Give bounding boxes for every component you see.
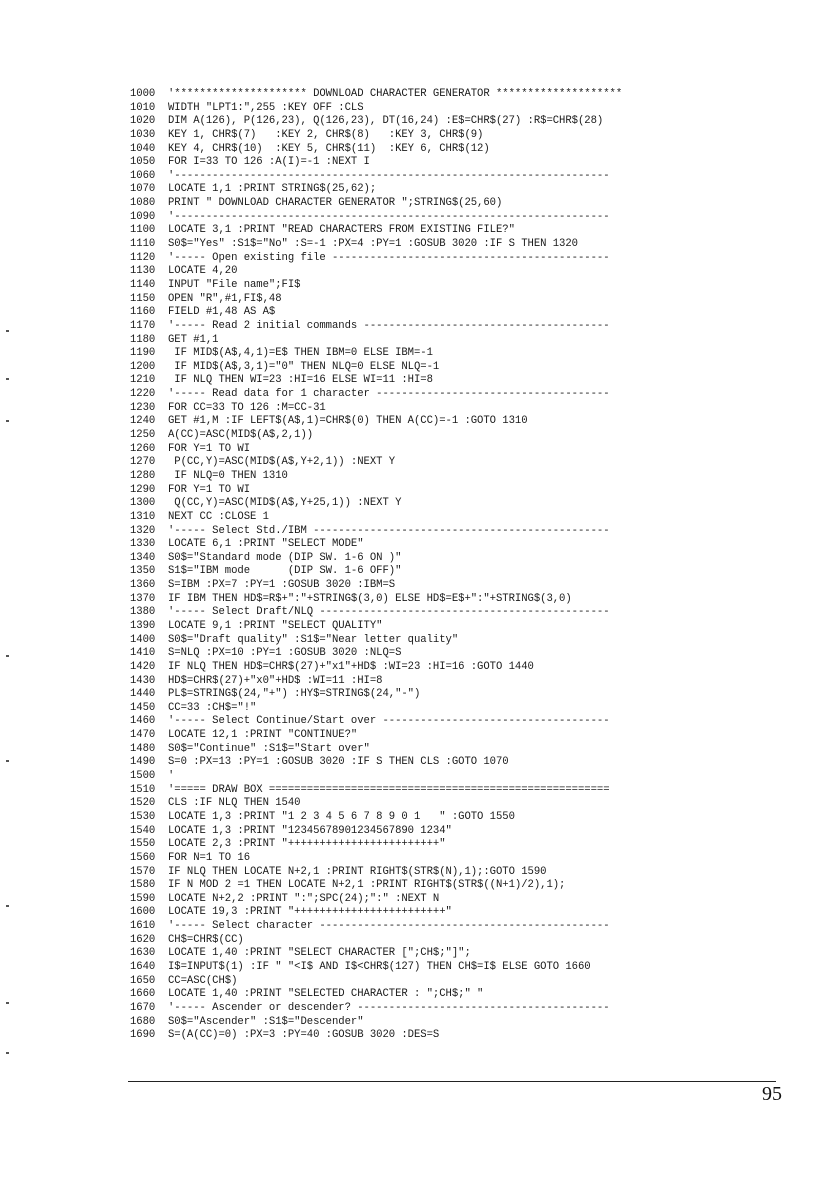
scan-edge-mark — [6, 1002, 9, 1004]
line-number: 1420 — [130, 660, 156, 673]
code-text: LOCATE 19,3 :PRINT "++++++++++++++++++++++++" — [168, 906, 452, 919]
code-line — [130, 975, 780, 989]
code-line — [130, 252, 780, 266]
code-line — [130, 306, 780, 320]
line-number: 1660 — [130, 988, 156, 1001]
code-line — [130, 770, 780, 784]
code-line — [130, 961, 780, 975]
line-number: 1280 — [130, 469, 156, 482]
code-text: WIDTH "LPT1:",255 :KEY OFF :CLS — [168, 101, 364, 114]
code-text: '----- Select character ---------------------------------------------- — [168, 920, 610, 933]
line-number: 1410 — [130, 647, 156, 660]
code-line — [130, 552, 780, 566]
code-text: S0$="Yes" :S1$="No" :S=-1 :PX=4 :PY=1 :GOSUB 3020 :IF S THEN 1320 — [168, 238, 578, 251]
code-text: S=IBM :PX=7 :PY=1 :GOSUB 3020 :IBM=S — [168, 579, 396, 592]
code-text: '===== DRAW BOX ====================================================== — [168, 783, 610, 796]
line-number: 1270 — [130, 456, 156, 469]
code-line — [130, 361, 780, 375]
code-line — [130, 729, 780, 743]
code-line — [130, 183, 780, 197]
line-number: 1160 — [130, 306, 156, 319]
line-number: 1550 — [130, 838, 156, 851]
code-line — [130, 579, 780, 593]
code-line — [130, 838, 780, 852]
scan-edge-mark — [6, 760, 9, 762]
code-line — [130, 866, 780, 880]
code-line — [130, 947, 780, 961]
code-line — [130, 88, 780, 102]
line-number: 1290 — [130, 483, 156, 496]
code-line — [130, 170, 780, 184]
code-text: KEY 4, CHR$(10) :KEY 5, CHR$(11) :KEY 6, CHR$(12) — [168, 142, 490, 155]
code-line — [130, 115, 780, 129]
code-text: S=(A(CC)=0) :PX=3 :PY=40 :GOSUB 3020 :DES=S — [168, 1029, 440, 1042]
line-number: 1260 — [130, 442, 156, 455]
code-line — [130, 620, 780, 634]
line-number: 1520 — [130, 797, 156, 810]
code-line — [130, 1016, 780, 1030]
line-number: 1560 — [130, 851, 156, 864]
code-text: '----- Read data for 1 character ------------------------------------- — [168, 388, 610, 401]
code-line — [130, 702, 780, 716]
code-text: '********************* DOWNLOAD CHARACTER GENERATOR ******************** — [168, 88, 623, 100]
line-number: 1380 — [130, 606, 156, 619]
code-text: ' — [168, 770, 175, 783]
line-number: 1000 — [130, 88, 156, 100]
code-line — [130, 797, 780, 811]
code-line — [130, 456, 780, 470]
line-number: 1400 — [130, 633, 156, 646]
code-text: S0$="Draft quality" :S1$="Near letter quality" — [168, 633, 459, 646]
code-line — [130, 374, 780, 388]
code-text: S=0 :PX=13 :PY=1 :GOSUB 3020 :IF S THEN CLS :GOTO 1070 — [168, 756, 509, 769]
line-number: 1010 — [130, 101, 156, 114]
code-text: FOR CC=33 TO 126 :M=CC-31 — [168, 401, 326, 414]
code-line — [130, 893, 780, 907]
code-line — [130, 879, 780, 893]
line-number: 1240 — [130, 415, 156, 428]
line-number: 1510 — [130, 783, 156, 796]
code-line — [130, 688, 780, 702]
code-line — [130, 334, 780, 348]
line-number: 1500 — [130, 770, 156, 783]
code-line — [130, 484, 780, 498]
code-line — [130, 593, 780, 607]
code-text: LOCATE 2,3 :PRINT "++++++++++++++++++++++++" — [168, 838, 446, 851]
code-text: PL$=STRING$(24,"+") :HY$=STRING$(24,"-") — [168, 688, 421, 701]
code-text: LOCATE 1,1 :PRINT STRING$(25,62); — [168, 183, 377, 196]
code-text: LOCATE 1,40 :PRINT "SELECTED CHARACTER : ";CH$;" " — [168, 988, 484, 1001]
code-line — [130, 606, 780, 620]
code-text: A(CC)=ASC(MID$(A$,2,1)) — [168, 429, 314, 442]
code-line — [130, 538, 780, 552]
line-number: 1430 — [130, 674, 156, 687]
code-text: IF N MOD 2 =1 THEN LOCATE N+2,1 :PRINT RIGHT$(STR$((N+1)/2),1); — [168, 879, 566, 892]
line-number: 1150 — [130, 292, 156, 305]
code-text: LOCATE 1,3 :PRINT "12345678901234567890 1234" — [168, 824, 452, 837]
code-text: I$=INPUT$(1) :IF " "<I$ AND I$<CHR$(127) THEN CH$=I$ ELSE GOTO 1660 — [168, 961, 591, 973]
line-number: 1190 — [130, 347, 156, 360]
code-line — [130, 156, 780, 170]
code-text: IF NLQ THEN WI=23 :HI=16 ELSE WI=11 :HI=8 — [168, 374, 433, 387]
line-number: 1230 — [130, 401, 156, 414]
code-text: IF NLQ THEN LOCATE N+2,1 :PRINT RIGHT$(STR$(N),1);:GOTO 1590 — [168, 865, 547, 878]
line-number: 1680 — [130, 1015, 156, 1028]
code-line — [130, 279, 780, 293]
code-text: FOR N=1 TO 16 — [168, 851, 250, 864]
code-text: '----- Read 2 initial commands --------------------------------------- — [168, 319, 610, 332]
code-line — [130, 811, 780, 825]
scan-edge-mark — [6, 378, 9, 380]
code-text: S1$="IBM mode (DIP SW. 1-6 OFF)" — [168, 565, 402, 578]
code-text: '--------------------------------------------------------------------- — [168, 169, 610, 182]
scan-edge-mark — [6, 905, 9, 907]
line-number: 1590 — [130, 892, 156, 905]
code-line — [130, 470, 780, 484]
code-text: LOCATE 12,1 :PRINT "CONTINUE?" — [168, 729, 358, 742]
code-text: LOCATE 1,3 :PRINT "1 2 3 4 5 6 7 8 9 0 1 " :GOTO 1550 — [168, 810, 515, 823]
line-number: 1300 — [130, 497, 156, 510]
code-text: CC=ASC(CH$) — [168, 974, 238, 987]
line-number: 1620 — [130, 933, 156, 946]
code-line — [130, 347, 780, 361]
code-text: Q(CC,Y)=ASC(MID$(A$,Y+25,1)) :NEXT Y — [168, 497, 402, 510]
code-line — [130, 756, 780, 770]
line-number: 1370 — [130, 592, 156, 605]
code-line — [130, 402, 780, 416]
line-number: 1670 — [130, 1001, 156, 1014]
code-line — [130, 675, 780, 689]
code-line — [130, 238, 780, 252]
line-number: 1020 — [130, 115, 156, 128]
code-line — [130, 1029, 780, 1043]
code-text: '----- Ascender or descender? ---------------------------------------- — [168, 1001, 610, 1014]
code-text: LOCATE 6,1 :PRINT "SELECT MODE" — [168, 538, 364, 551]
code-line — [130, 211, 780, 225]
line-number: 1250 — [130, 429, 156, 442]
scan-edge-mark — [6, 655, 9, 657]
line-number: 1210 — [130, 374, 156, 387]
line-number: 1650 — [130, 974, 156, 987]
line-number: 1220 — [130, 388, 156, 401]
line-number: 1450 — [130, 701, 156, 714]
code-text: CC=33 :CH$="!" — [168, 701, 257, 714]
code-text: IF MID$(A$,3,1)="0" THEN NLQ=0 ELSE NLQ=-1 — [168, 360, 440, 373]
line-number: 1110 — [130, 238, 156, 251]
line-number: 1480 — [130, 742, 156, 755]
code-text: FIELD #1,48 AS A$ — [168, 306, 276, 319]
code-text: IF NLQ THEN HD$=CHR$(27)+"x1"+HD$ :WI=23 :HI=16 :GOTO 1440 — [168, 660, 534, 673]
code-line — [130, 320, 780, 334]
code-line — [130, 525, 780, 539]
code-line — [130, 102, 780, 116]
scan-edge-mark — [6, 330, 9, 332]
code-line — [130, 825, 780, 839]
line-number: 1490 — [130, 756, 156, 769]
code-line — [130, 988, 780, 1002]
line-number: 1310 — [130, 510, 156, 523]
line-number: 1640 — [130, 961, 156, 973]
line-number: 1120 — [130, 251, 156, 264]
code-line — [130, 906, 780, 920]
code-line — [130, 661, 780, 675]
line-number: 1030 — [130, 128, 156, 141]
code-text: GET #1,1 — [168, 333, 219, 346]
line-number: 1570 — [130, 865, 156, 878]
code-line — [130, 920, 780, 934]
line-number: 1200 — [130, 360, 156, 373]
code-text: HD$=CHR$(27)+"x0"+HD$ :WI=11 :HI=8 — [168, 674, 383, 687]
code-text: CH$=CHR$(CC) — [168, 933, 244, 946]
scan-edge-mark — [6, 1052, 9, 1054]
code-text: LOCATE 4,20 — [168, 265, 238, 278]
code-text: S0$="Continue" :S1$="Start over" — [168, 742, 370, 755]
line-number: 1040 — [130, 142, 156, 155]
code-line — [130, 197, 780, 211]
page-number: 95 — [762, 1083, 782, 1105]
code-text: IF NLQ=0 THEN 1310 — [168, 469, 288, 482]
code-line — [130, 388, 780, 402]
code-text: FOR Y=1 TO WI — [168, 442, 250, 455]
code-text: '----- Select Draft/NLQ ---------------------------------------------- — [168, 606, 610, 619]
code-text: IF MID$(A$,4,1)=E$ THEN IBM=0 ELSE IBM=-1 — [168, 347, 433, 360]
code-line — [130, 634, 780, 648]
code-line — [130, 143, 780, 157]
code-text: KEY 1, CHR$(7) :KEY 2, CHR$(8) :KEY 3, CHR$(9) — [168, 128, 484, 141]
line-number: 1390 — [130, 619, 156, 632]
line-number: 1050 — [130, 156, 156, 169]
code-line — [130, 224, 780, 238]
line-number: 1070 — [130, 183, 156, 196]
line-number: 1460 — [130, 715, 156, 728]
line-number: 1530 — [130, 810, 156, 823]
code-line — [130, 511, 780, 525]
code-text: FOR I=33 TO 126 :A(I)=-1 :NEXT I — [168, 156, 370, 169]
code-text: LOCATE 9,1 :PRINT "SELECT QUALITY" — [168, 619, 383, 632]
line-number: 1440 — [130, 688, 156, 701]
code-line — [130, 784, 780, 798]
code-text: S0$="Ascender" :S1$="Descender" — [168, 1015, 364, 1028]
code-text: LOCATE 3,1 :PRINT "READ CHARACTERS FROM EXISTING FILE?" — [168, 224, 515, 237]
line-number: 1320 — [130, 524, 156, 537]
line-number: 1180 — [130, 333, 156, 346]
line-number: 1600 — [130, 906, 156, 919]
code-text: GET #1,M :IF LEFT$(A$,1)=CHR$(0) THEN A(CC)=-1 :GOTO 1310 — [168, 415, 528, 428]
code-text: S0$="Standard mode (DIP SW. 1-6 ON )" — [168, 551, 402, 564]
line-number: 1690 — [130, 1029, 156, 1042]
line-number: 1540 — [130, 824, 156, 837]
code-text: NEXT CC :CLOSE 1 — [168, 510, 269, 523]
code-text: OPEN "R",#1,FI$,48 — [168, 292, 282, 305]
code-text: FOR Y=1 TO WI — [168, 483, 250, 496]
code-text: '----- Select Continue/Start over ------------------------------------ — [168, 715, 610, 728]
code-text: DIM A(126), P(126,23), Q(126,23), DT(16,24) :E$=CHR$(27) :R$=CHR$(28) — [168, 115, 604, 128]
line-number: 1090 — [130, 210, 156, 223]
line-number: 1100 — [130, 224, 156, 237]
code-line — [130, 497, 780, 511]
code-line — [130, 565, 780, 579]
line-number: 1580 — [130, 879, 156, 892]
code-line — [130, 743, 780, 757]
line-number: 1330 — [130, 538, 156, 551]
code-line — [130, 715, 780, 729]
footer-rule — [128, 1081, 776, 1082]
line-number: 1130 — [130, 265, 156, 278]
code-line — [130, 293, 780, 307]
code-text: INPUT "File name";FI$ — [168, 278, 301, 291]
code-text: PRINT " DOWNLOAD CHARACTER GENERATOR ";STRING$(25,60) — [168, 197, 503, 210]
code-line — [130, 1002, 780, 1016]
line-number: 1360 — [130, 579, 156, 592]
code-line — [130, 934, 780, 948]
line-number: 1080 — [130, 197, 156, 210]
line-number: 1630 — [130, 947, 156, 960]
code-line — [130, 429, 780, 443]
code-line — [130, 647, 780, 661]
code-line — [130, 443, 780, 457]
code-text: CLS :IF NLQ THEN 1540 — [168, 797, 301, 810]
line-number: 1060 — [130, 169, 156, 182]
code-line — [130, 265, 780, 279]
code-text: LOCATE N+2,2 :PRINT ":";SPC(24);":" :NEXT N — [168, 892, 440, 905]
program-listing — [130, 88, 780, 1043]
code-text: '----- Open existing file -------------------------------------------- — [168, 251, 610, 264]
code-line — [130, 415, 780, 429]
line-number: 1350 — [130, 565, 156, 578]
line-number: 1170 — [130, 319, 156, 332]
line-number: 1470 — [130, 729, 156, 742]
code-text: '----- Select Std./IBM ----------------------------------------------- — [168, 524, 610, 537]
code-text: S=NLQ :PX=10 :PY=1 :GOSUB 3020 :NLQ=S — [168, 647, 402, 660]
code-text: '--------------------------------------------------------------------- — [168, 210, 610, 223]
line-number: 1610 — [130, 920, 156, 933]
code-line — [130, 129, 780, 143]
code-text: IF IBM THEN HD$=R$+":"+STRING$(3,0) ELSE HD$=E$+":"+STRING$(3,0) — [168, 592, 572, 605]
line-number: 1340 — [130, 551, 156, 564]
code-text: P(CC,Y)=ASC(MID$(A$,Y+2,1)) :NEXT Y — [168, 456, 396, 469]
line-number: 1140 — [130, 278, 156, 291]
scan-edge-mark — [6, 420, 9, 422]
code-line — [130, 852, 780, 866]
code-text: LOCATE 1,40 :PRINT "SELECT CHARACTER [";CH$;"]"; — [168, 947, 471, 960]
